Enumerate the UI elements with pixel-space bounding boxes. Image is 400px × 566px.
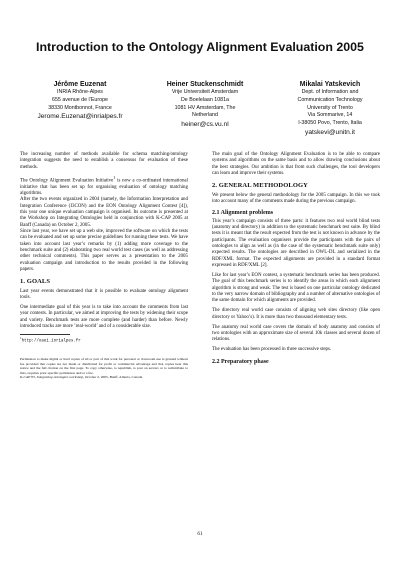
left-column (20, 152, 188, 380)
author-address: 1081 HV Amsterdam, The (174, 104, 236, 111)
paper-title: Introduction to the Ontology Alignment Evaluation 2005 (36, 40, 364, 54)
author-email[interactable]: heiner@cs.vu.nl (181, 121, 229, 129)
goals-paragraph: Last year events demonstrated that it is possible to evaluate ontology alignment tools. (20, 288, 188, 301)
venue-name: K-CAP’05, Integrating ontologies workshop, (20, 375, 84, 380)
intro-paragraph: The increasing number of methods available for schema matching/ontology integration suggests the need to establish a consensus for evaluation of these methods. (20, 152, 188, 170)
author-address: De Boelelaan 1081a (180, 96, 229, 103)
paragraph-text: is now a co-ordinated international initiative that has been set up for organising evaluation of ontology matching algorithms. (20, 178, 188, 196)
body-paragraph: The main goal of the Ontology Alignment Evaluation is to be able to compare systems and algorithms on the same basis and to allow drawing conclusions about the best strategies. Our ambition is that from such challenges, the tool developers can learn and improve their systems. (212, 152, 380, 177)
author-euzenat (20, 80, 140, 121)
permission-text: Permission to make digital or hard copies of all or part of this work for personal or classroom use is granted without fee provided that copies are not made or distributed for profit or commercial advantage and that copies bear this notice and the full citation on the first page. To copy otherwise, to republish, to post on servers or to redistribute to lists, requires prior specific permission and/or a fee. (20, 356, 188, 375)
author-address: I-38050 Povo, Trento, Italia (298, 120, 362, 127)
subsection-heading-preparatory: 2.2 Preparatory phase (212, 358, 269, 365)
author-address: 655 avenue de l’Europe (52, 96, 108, 103)
body-paragraph: We present below the general methodology for the 2005 campaign. In this we took into account many of the comments made during the previous campaign. (212, 192, 380, 205)
author-affiliation: Vrije Universiteit Amsterdam (171, 89, 239, 95)
author-stuckenschmidt (145, 80, 265, 129)
page-number: 61 (197, 531, 203, 537)
author-email[interactable]: yatskevi@unitn.it (305, 128, 355, 136)
author-email[interactable]: Jerome.Euzenat@inrialpes.fr (37, 113, 123, 121)
paragraph-text: The Ontology Alignment Evaluation Initiative (20, 178, 114, 184)
author-name: Mikalai Yatskevich (299, 81, 361, 88)
permission-notice (20, 357, 188, 380)
goals-paragraph: One intermediate goal of this year is to take into account the comments from last year contests. In particular, we aimed at improving the tests by widening their scope and variety. Benchmark tests are more complete (and harder) than before. Newly introduced tracks are more ’real-world’ and of a considerable size. (20, 305, 188, 330)
author-name: Jérôme Euzenat (53, 81, 107, 88)
body-paragraph: The anatomy real world case covers the domain of body anatomy and consists of two ontologies with an approximate size of several 10k classes and several dozen of relations. (212, 324, 380, 343)
author-affiliation: INRIA Rhône-Alpes (57, 89, 103, 95)
body-paragraph: The directory real world case consists of aligning web sites directory (like open directory or Yahoo’s). It is more than two thousand elementary tests. (212, 308, 380, 320)
footnote-divider (20, 334, 70, 335)
intro-paragraph: After the two events organized in 2004 (namely, the Information Interpretation and Integration Conference (I3CON) and the EON Ontology Alignment Contest [4]), this year one unique evaluation campaign is organised. Its outcome is presented at the Workshop on Integrating Ontologies held in conjunction with K-CAP 2005 at Banff (Canada) on October 2, 2005. (20, 197, 188, 228)
intro-paragraph: Since last year, we have set up a web site, improved the software on which the tests can be evaluated and set up some precise guidelines for running these tests. We have taken into account last year’s remarks by (1) adding more coverage to the benchmark suite and (2) elaborating two real world test cases (as well as addressing other technical comments). This paper serves as a presentation to the 2005 evaluation campaign and introduction to the results provided in the following papers. (20, 229, 188, 273)
section-heading-methodology: 2. GENERAL METHODOLOGY (212, 182, 308, 190)
author-affiliation: University of Trento (307, 104, 353, 111)
subsection-heading-problems: 2.1 Alignment problems (212, 210, 274, 217)
body-paragraph: The evaluation has been processed in three successive steps. (212, 347, 332, 353)
author-yatskevich (270, 80, 390, 137)
author-name: Heiner Stuckenschmidt (166, 81, 244, 88)
author-affiliation: Dept. of Information and (301, 89, 359, 95)
body-paragraph: This year’s campaign consists of three parts: it features two real world blind tests (anatomy and directory) in addition to the systematic benchmark test suite. By blind tests it is meant that the result expected from the test is not known in advance by the participants. The evaluation organisers provide the participants with the pairs of ontologies to align as well as (in the case of the systematic benchmark suite only) expected results. The ontologies are described in OWL-DL and serialized in the RDF/XML format. The expected alignments are provided in a standard format expressed in RDF/XML [2]. (212, 218, 380, 269)
venue-details: October 2, 2005, Banff, Alberta, Canada. (83, 375, 144, 380)
footnote (20, 336, 188, 345)
right-column (212, 152, 380, 367)
footnote-marker: 1 (113, 174, 116, 180)
author-affiliation: Communication Technology (297, 96, 363, 103)
section-heading-goals: 1. GOALS (20, 278, 51, 286)
author-address: Netherland (192, 112, 218, 119)
author-address: Via Sommarive, 14 (307, 112, 353, 119)
author-address: 38330 Montbonnot, France (48, 104, 112, 111)
intro-paragraph (20, 175, 188, 198)
footnote-marker: 1 (20, 336, 22, 341)
body-paragraph: Like for last year’s EON contest, a systematic benchmark series has been produced. The goal of this benchmark series is to identify the areas in which each alignment algorithm is strong and weak. The test is based on one particular ontology dedicated to the very narrow domain of bibliography and a number of alternative ontologies of the same domain for which alignments are provided. (212, 273, 380, 304)
footnote-url[interactable]: http://oaei.inrialpes.fr (21, 339, 81, 344)
